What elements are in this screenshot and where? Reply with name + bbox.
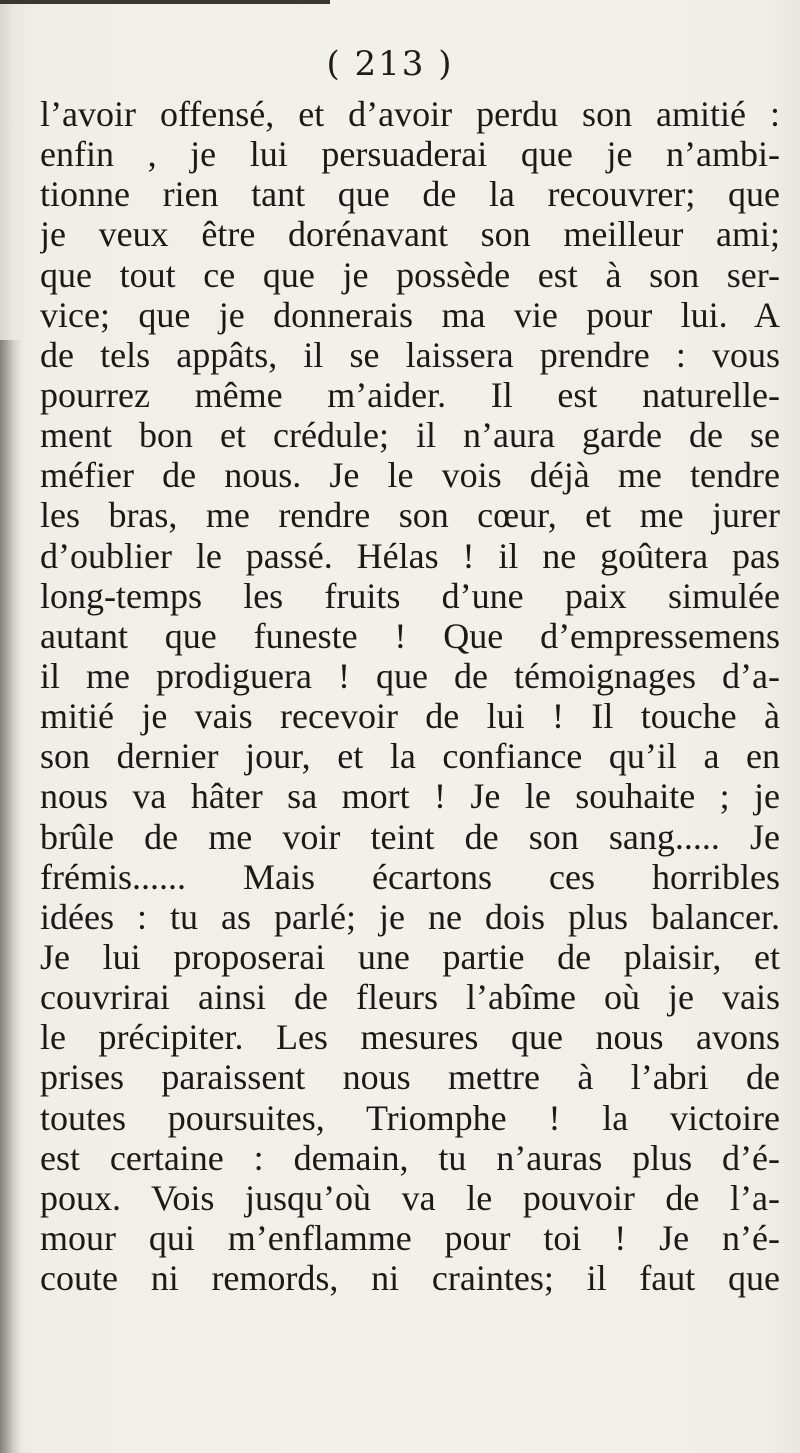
page-number: ( 213 ): [326, 44, 454, 84]
text-line: il me prodiguera ! que de témoignages d’a-: [40, 655, 780, 696]
text-line: l’avoir offensé, et d’avoir perdu son amitié :: [40, 94, 780, 134]
text-line: autant que funeste ! Que d’empressemens: [40, 615, 780, 656]
text-line: mour qui m’enflamme pour toi ! Je n’é-: [40, 1217, 780, 1258]
text-line: le précipiter. Les mesures que nous avons: [40, 1017, 780, 1058]
text-line: ment bon et crédule; il n’aura garde de se: [40, 415, 780, 456]
text-line: long-temps les fruits d’une paix simulée: [40, 575, 780, 616]
text-line: est certaine : demain, tu n’auras plus d’é-: [40, 1137, 780, 1178]
text-line: idées : tu as parlé; je ne dois plus balancer.: [40, 896, 780, 937]
text-line: enfin , je lui persuaderai que je n’ambi-: [40, 134, 780, 175]
text-line: je veux être dorénavant son meilleur ami;: [40, 214, 780, 255]
text-line: frémis...... Mais écartons ces horribles: [40, 856, 780, 897]
text-line: tionne rien tant que de la recouvrer; que: [40, 174, 780, 215]
text-line: son dernier jour, et la confiance qu’il a en: [40, 736, 780, 777]
text-line: de tels appâts, il se laissera prendre : vous: [40, 334, 780, 375]
text-line: pourrez même m’aider. Il est naturelle-: [40, 374, 780, 415]
text-line: coute ni remords, ni craintes; il faut que: [40, 1258, 780, 1299]
text-line: Je lui proposerai une partie de plaisir, et: [40, 936, 780, 977]
text-line: brûle de me voir teint de son sang..... Je: [40, 816, 780, 857]
text-line: que tout ce que je possède est à son ser-: [40, 254, 780, 295]
text-line: vice; que je donnerais ma vie pour lui. A: [40, 294, 780, 335]
text-line: nous va hâter sa mort ! Je le souhaite ; je: [40, 776, 780, 817]
text-line: couvrirai ainsi de fleurs l’abîme où je vais: [40, 977, 780, 1018]
text-line: les bras, me rendre son cœur, et me jurer: [40, 495, 780, 536]
text-line: toutes poursuites, Triomphe ! la victoire: [40, 1097, 780, 1138]
body-text: [40, 94, 780, 1298]
text-line: mitié je vais recevoir de lui ! Il touche à: [40, 696, 780, 737]
top-rule: [0, 0, 330, 4]
spine-shadow: [0, 340, 22, 1453]
text-line: d’oublier le passé. Hélas ! il ne goûtera pas: [40, 535, 780, 576]
text-line: méfier de nous. Je le vois déjà me tendre: [40, 455, 780, 496]
text-line: prises paraissent nous mettre à l’abri de: [40, 1057, 780, 1098]
text-line: poux. Vois jusqu’où va le pouvoir de l’a-: [40, 1177, 780, 1218]
